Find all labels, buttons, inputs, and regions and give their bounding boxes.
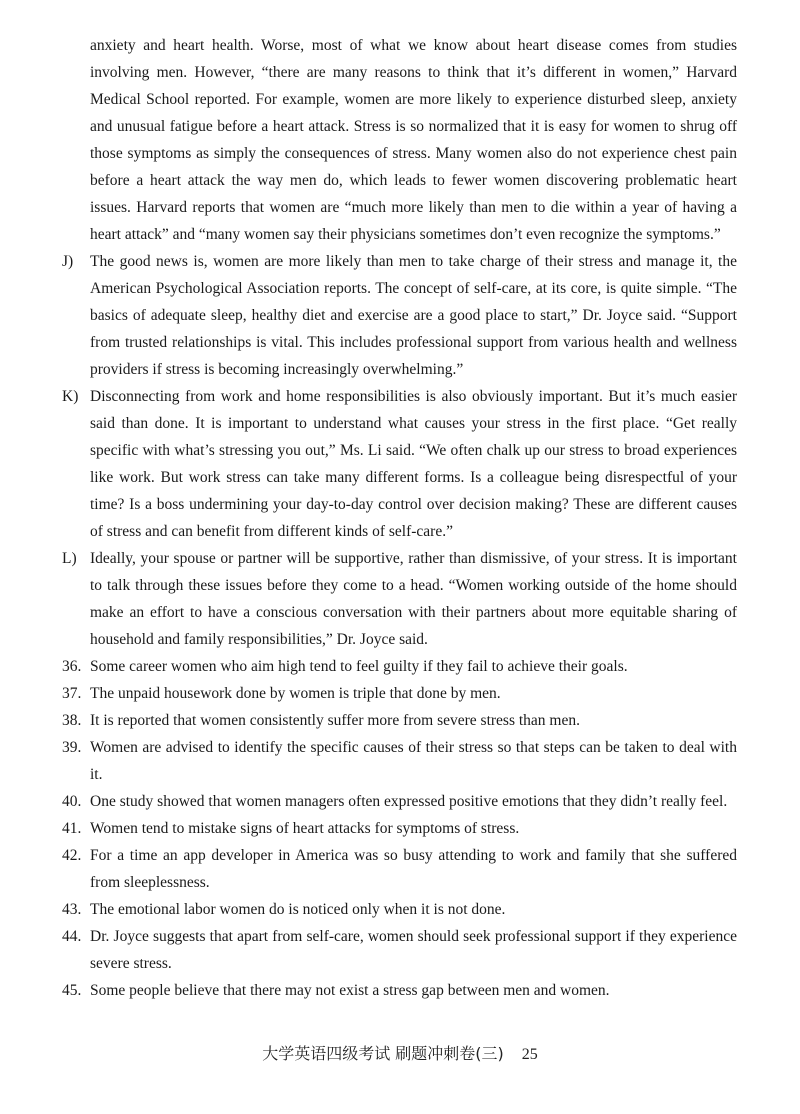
question-label: 41. — [62, 820, 82, 837]
question-label: 44. — [62, 928, 82, 945]
paragraph-label: L) — [62, 550, 77, 567]
question — [62, 842, 737, 896]
question — [62, 707, 737, 734]
question-label: 40. — [62, 793, 82, 810]
question-text: The emotional labor women do is noticed only when it is not done. — [90, 901, 506, 918]
question-text: Some people believe that there may not exist a stress gap between men and women. — [90, 982, 610, 999]
paragraph — [62, 383, 737, 545]
paragraph — [62, 248, 737, 383]
question-label: 37. — [62, 685, 82, 702]
paragraph — [62, 545, 737, 653]
page-body — [62, 32, 737, 1004]
paragraph-label: J) — [62, 253, 74, 270]
question — [62, 653, 737, 680]
question — [62, 977, 737, 1004]
question-text: Dr. Joyce suggests that apart from self-care, women should seek professional support if they experience severe stress. — [90, 928, 737, 972]
question-text: One study showed that women managers often expressed positive emotions that they didn’t really feel. — [90, 793, 728, 810]
question-label: 39. — [62, 739, 82, 756]
question-text: Some career women who aim high tend to feel guilty if they fail to achieve their goals. — [90, 658, 628, 675]
paragraph-i-continuation: anxiety and heart health. Worse, most of what we know about heart disease comes from studies involving men. However, “there are many reasons to think that it’s different in women,” Harvard Medical School reported. For example, women are more likely to experience disturbed sleep, anxiety and unusual fatigue before a heart attack. Stress is so normalized that it is easy for women to shrug off those symptoms as simply the consequences of stress. Many women also do not experience chest pain before a heart attack the way men do, which leads to fewer women discovering problematic heart issues. Harvard reports that women are “much more likely than men to die within a year of having a heart attack” and “many women say their physicians sometimes don’t even recognize the symptoms.” — [90, 37, 737, 243]
question — [62, 680, 737, 707]
question-text: It is reported that women consistently suffer more from severe stress than men. — [90, 712, 580, 729]
page-number: 25 — [521, 1046, 538, 1063]
question-label: 38. — [62, 712, 82, 729]
question — [62, 923, 737, 977]
paragraph-text: The good news is, women are more likely than men to take charge of their stress and manage it, the American Psychological Association reports. The concept of self-care, at its core, is quite simple. “The basics of adequate sleep, healthy diet and exercise are a good place to start,” Dr. Joyce said. “Support from trusted relationships is vital. This includes professional support from various health and wellness providers if stress is becoming increasingly overwhelming.” — [90, 253, 737, 378]
question-text: The unpaid housework done by women is triple that done by men. — [90, 685, 501, 702]
paragraph-label: K) — [62, 388, 79, 405]
paragraph-text: Disconnecting from work and home responsibilities is also obviously important. But it’s much easier said than done. It is important to understand what causes your stress in the first place. “Get really specific with what’s stressing you out,” Ms. Li said. “We often chalk up our stress to broad experiences like work. But work stress can take many different forms. Is a colleague being disrespectful of your time? Is a boss undermining your day-to-day control over decision making? These are different causes of stress and can benefit from different kinds of self-care.” — [90, 388, 737, 540]
page-footer — [0, 1041, 800, 1064]
question-label: 36. — [62, 658, 82, 675]
question — [62, 815, 737, 842]
question-text: For a time an app developer in America was so busy attending to work and family that she suffered from sleeplessness. — [90, 847, 737, 891]
question-label: 45. — [62, 982, 82, 999]
question — [62, 734, 737, 788]
question — [62, 788, 737, 815]
question — [62, 896, 737, 923]
question-text: Women tend to mistake signs of heart attacks for symptoms of stress. — [90, 820, 520, 837]
footer-title: 大学英语四级考试 刷题冲刺卷(三) — [262, 1044, 504, 1063]
question-label: 43. — [62, 901, 82, 918]
paragraph-text: Ideally, your spouse or partner will be supportive, rather than dismissive, of your stress. It is important to talk through these issues before they come to a head. “Women working outside of the home should make an effort to have a conscious conversation with their partners about more equitable sharing of household and family responsibilities,” Dr. Joyce said. — [90, 550, 737, 648]
question-text: Women are advised to identify the specific causes of their stress so that steps can be taken to deal with it. — [90, 739, 737, 783]
question-label: 42. — [62, 847, 82, 864]
